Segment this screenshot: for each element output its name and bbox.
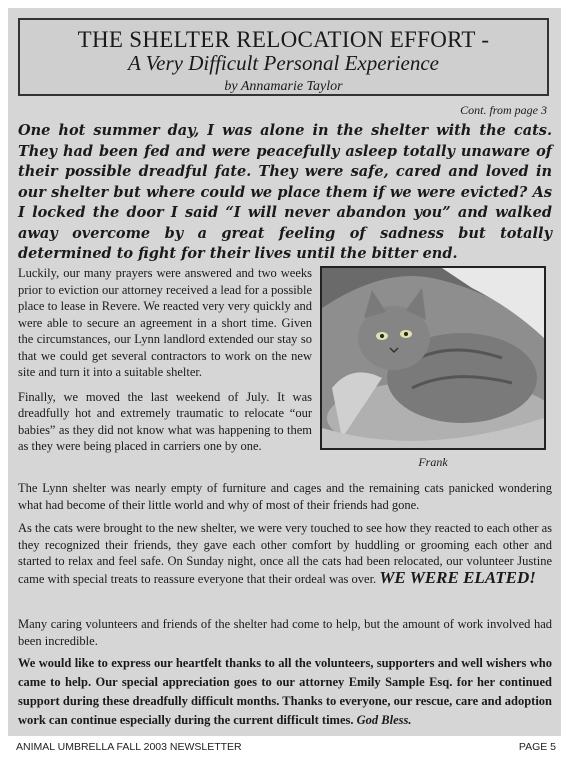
photo-caption: Frank <box>418 455 448 469</box>
page-footer <box>16 741 556 753</box>
god-bless-text: God Bless. <box>356 713 412 727</box>
continued-note: Cont. from page 3 <box>460 103 547 117</box>
photo-figure <box>320 266 546 470</box>
paragraph-luckily: Luckily, our many prayers were answered and two weeks prior to eviction our attorney received a lead for a possible place to lease in Revere. We reacted very very quickly and were able to secure an agreement in a short time. Given the circumstances, our Lynn landlord extended our stay so that we could get several contractors to work on the new site and turn it into a suitable shelter. <box>18 266 312 379</box>
title-box <box>18 18 549 96</box>
paragraph-cats <box>18 520 552 587</box>
article-subtitle: A Very Difficult Personal Experience <box>127 51 440 75</box>
cat-photo <box>320 266 546 450</box>
elated-text: WE WERE ELATED! <box>379 567 536 587</box>
newsletter-page <box>8 8 561 736</box>
left-column <box>18 265 312 463</box>
article-title: THE SHELTER RELOCATION EFFORT - <box>77 27 490 52</box>
paragraph-cats-text: As the cats were brought to the new shelter, we were very touched to see how they reacted to each other as they recognized their friends, they gave each other comfort by huddling or grooming each other and started to relax and feel safe. On Sunday night, once all the cats had been relocated, our volunteer Justine came with special treats to reassure everyone that their ordeal was over. <box>18 521 552 586</box>
cat-photo-image <box>322 268 544 448</box>
lead-paragraph: One hot summer day, I was alone in the shelter with the cats. They had been fed and were peacefully asleep totally unaware of their possible dreadful fate. They were safe, cared and loved in our shelter but where could we place them if we were evicted? As I locked the door I said “I will never abandon you” and walked away overcome by a great feeling of sadness but totally determined to fight for their lives until the bitter end. <box>18 122 552 262</box>
paragraph-finally: Finally, we moved the last weekend of July. It was dreadfully hot and extremely traumatic to relocate “our babies” as they did not know what was happening to them as they were being placed in carriers one by one. <box>18 389 312 453</box>
byline: by Annamarie Taylor <box>224 79 343 94</box>
paragraph-thanks-text: We would like to express our heartfelt thanks to all the volunteers, supporters and well wishers who came to help. Our special appreciation goes to our attorney Emily Sample Esq. for her continued support during these dreadfully difficult months. Thanks to everyone, our rescue, care and adoption work can continue especially during the current difficult times. <box>18 656 552 727</box>
paragraph-lynn: The Lynn shelter was nearly empty of furniture and cages and the remaining cats panicked wondering what had become of their little world and why of most of their friends had gone. <box>18 481 552 512</box>
paragraph-thanks <box>18 654 552 730</box>
paragraph-many: Many caring volunteers and friends of the shelter had come to help, but the amount of work involved had been incredible. <box>18 617 552 648</box>
footer-newsletter: ANIMAL UMBRELLA FALL 2003 NEWSLETTER <box>16 741 242 753</box>
footer-page-number: PAGE 5 <box>518 741 556 753</box>
